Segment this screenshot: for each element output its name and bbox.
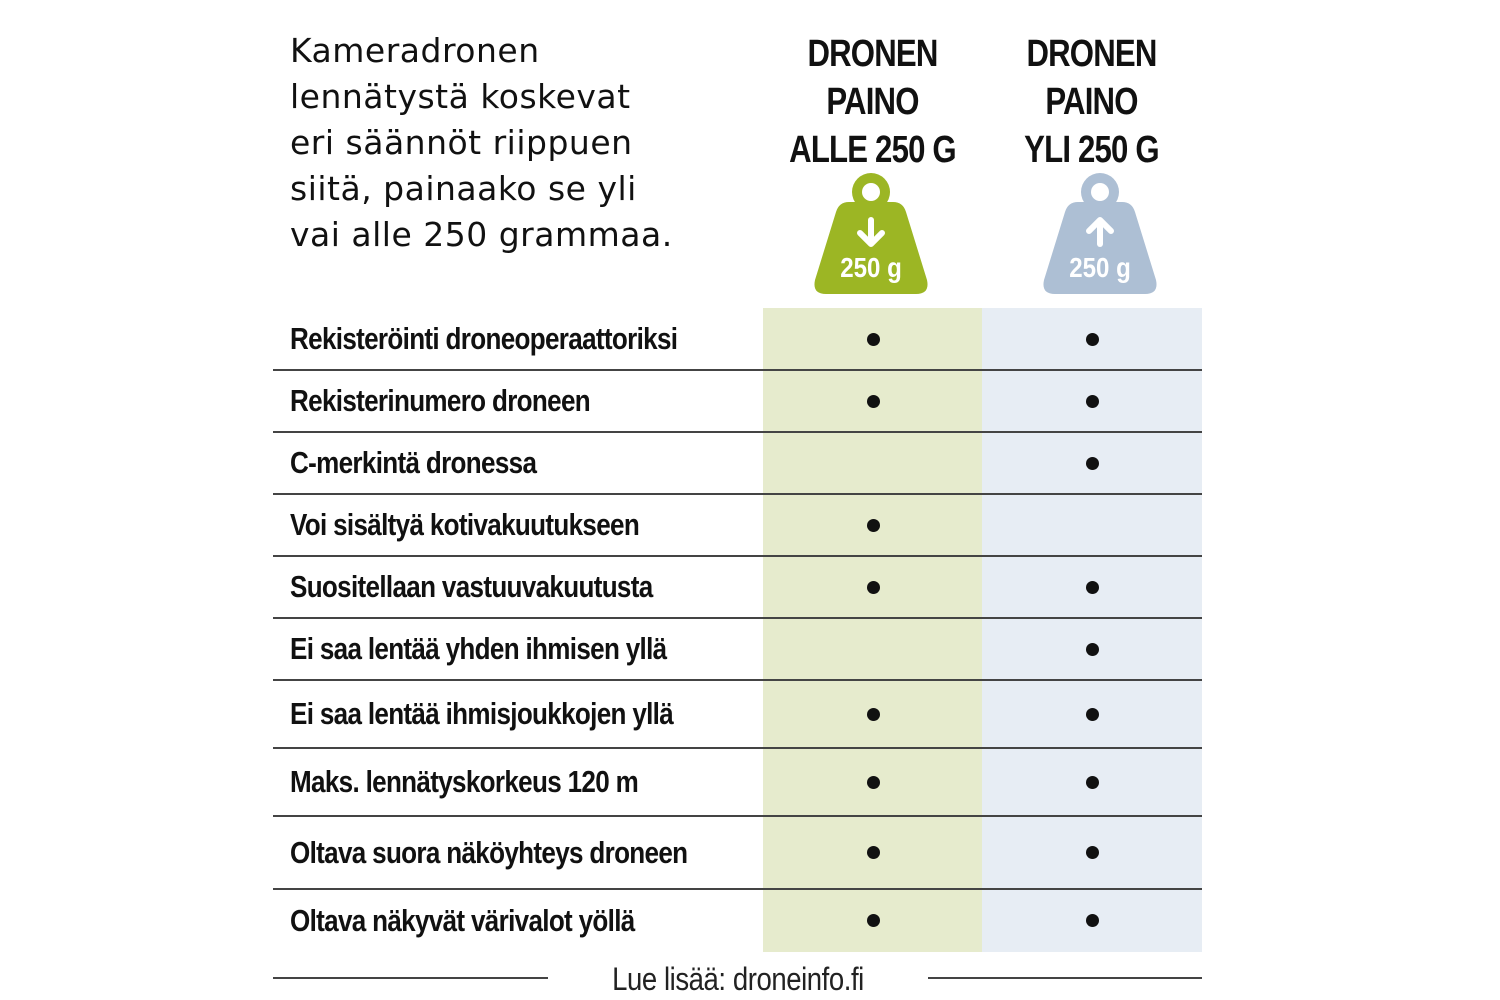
check-dot-under-250g	[867, 519, 880, 532]
check-dot-over-250g	[1086, 708, 1099, 721]
column-heading-line: ALLE 250 G	[789, 129, 956, 171]
check-dot-under-250g	[867, 333, 880, 346]
check-dot-over-250g	[1086, 457, 1099, 470]
column-heading-line: YLI 250 G	[1024, 129, 1159, 171]
weight-arrow-up-icon	[1040, 172, 1160, 296]
check-dot-under-250g	[867, 581, 880, 594]
row-label: Oltava näkyvät värivalot yöllä	[290, 902, 635, 938]
check-dot-under-250g	[867, 846, 880, 859]
row-label: Oltava suora näköyhteys droneen	[290, 834, 688, 870]
column-heading-line: PAINO	[1045, 81, 1138, 123]
table-row	[273, 618, 1202, 680]
row-label: Suositellaan vastuuvakuutusta	[290, 569, 653, 604]
column-heading-under-250g	[763, 30, 982, 174]
row-label: Ei saa lentää ihmisjoukkojen yllä	[290, 696, 674, 731]
footer-read-more: Lue lisää: droneinfo.fi	[612, 961, 864, 997]
table-row	[273, 432, 1202, 494]
column-heading-over-250g	[982, 30, 1201, 174]
row-label: Ei saa lentää yhden ihmisen yllä	[290, 631, 667, 666]
row-label: Maks. lennätyskorkeus 120 m	[290, 764, 639, 799]
intro-text: Kameradronen lennätystä koskevat eri säännöt riippuen siitä, painaako se yli vai alle 250 grammaa.	[290, 31, 673, 254]
table-row	[273, 556, 1202, 618]
weight-arrow-down-icon	[811, 172, 931, 296]
weight-label: 250 g	[840, 252, 902, 283]
table-row	[273, 494, 1202, 556]
check-dot-over-250g	[1086, 914, 1099, 927]
footer-divider-right	[928, 977, 1202, 979]
check-dot-over-250g	[1086, 846, 1099, 859]
row-label: Voi sisältyä kotivakuutukseen	[290, 507, 640, 542]
table-row	[273, 370, 1202, 432]
weight-label: 250 g	[1069, 252, 1131, 283]
footer-divider-left	[273, 977, 548, 979]
table-row	[273, 308, 1202, 370]
check-dot-over-250g	[1086, 333, 1099, 346]
check-dot-under-250g	[867, 395, 880, 408]
column-heading-line: DRONEN	[1026, 33, 1157, 75]
check-dot-over-250g	[1086, 581, 1099, 594]
column-heading-line: DRONEN	[807, 33, 938, 75]
column-heading-line: PAINO	[826, 81, 919, 123]
check-dot-under-250g	[867, 776, 880, 789]
table-row	[273, 748, 1202, 816]
check-dot-under-250g	[867, 914, 880, 927]
check-dot-over-250g	[1086, 643, 1099, 656]
row-label: Rekisteröinti droneoperaattoriksi	[290, 321, 678, 356]
table-row	[273, 680, 1202, 748]
check-dot-over-250g	[1086, 395, 1099, 408]
table-row	[273, 889, 1202, 952]
check-dot-under-250g	[867, 708, 880, 721]
table-row	[273, 816, 1202, 889]
row-label: C-merkintä dronessa	[290, 445, 537, 480]
check-dot-over-250g	[1086, 776, 1099, 789]
row-label: Rekisterinumero droneen	[290, 383, 591, 418]
